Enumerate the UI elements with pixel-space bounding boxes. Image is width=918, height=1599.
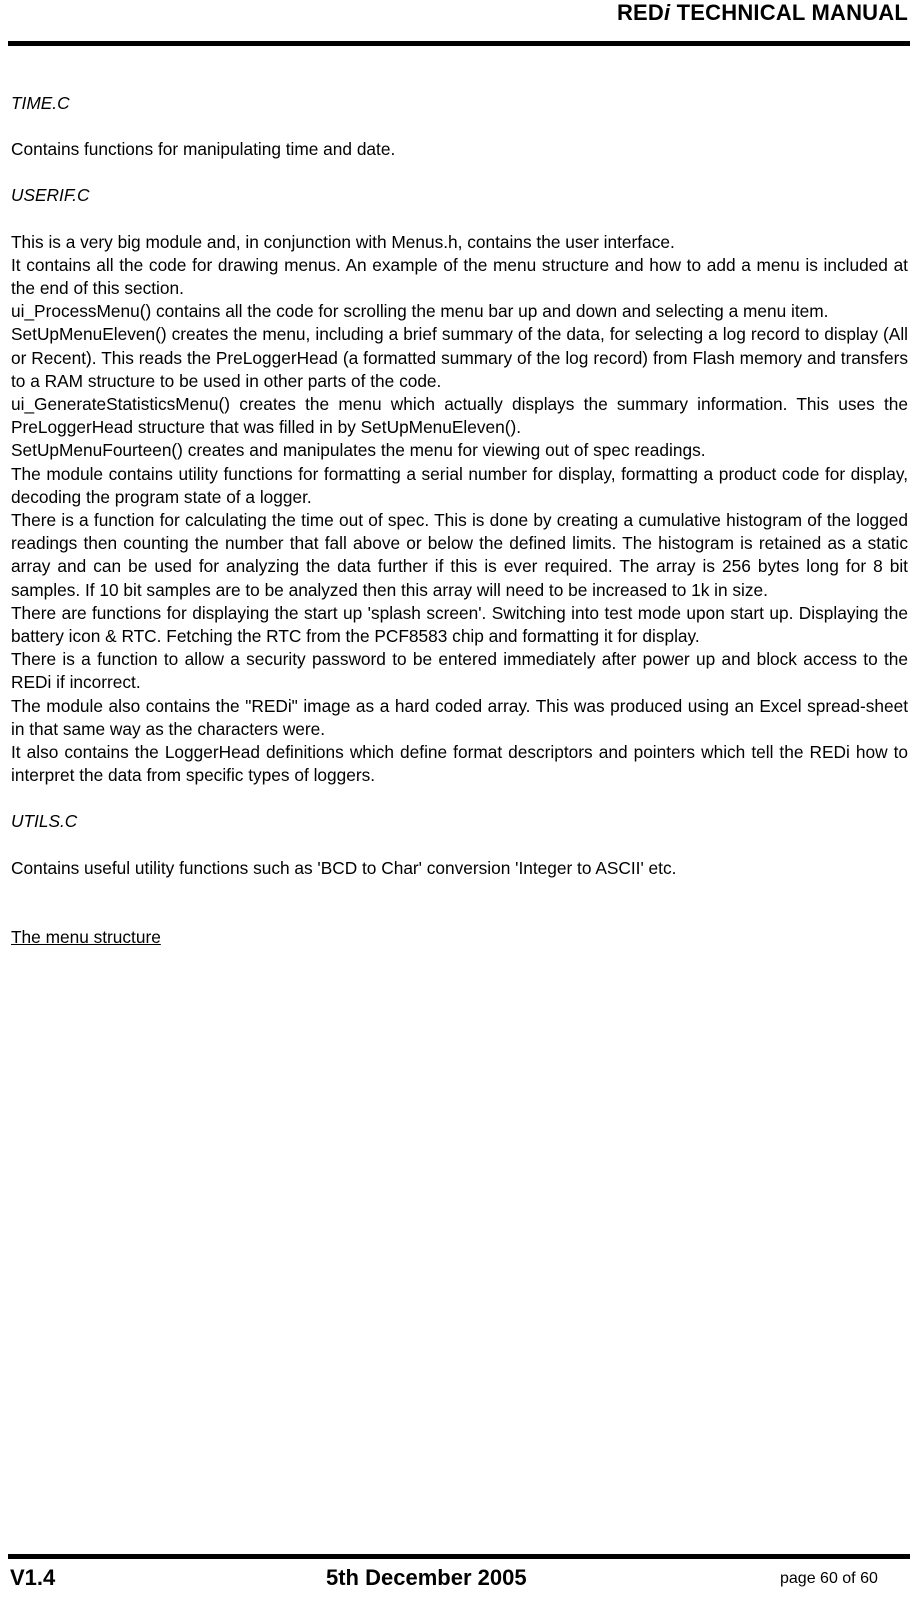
userif-paragraph: The module contains utility functions for formatting a serial number for display, formatting a product code for display, decoding the program state of a logger. <box>11 463 908 507</box>
date-label: 5th December 2005 <box>326 1565 527 1590</box>
userif-paragraph: SetUpMenuFourteen() creates and manipulates the menu for viewing out of spec readings. <box>11 440 706 461</box>
menu-structure-heading: The menu structure <box>11 926 161 947</box>
footer-rule <box>8 1554 910 1559</box>
document-body <box>11 92 908 949</box>
userif-paragraph: There is a function for calculating the time out of spec. This is done by creating a cumulative histogram of the logged readings then counting the number that fall above or below the defined limits. The histogram is retained as a static array and can be used for analyzing the data further if this is ever required. The array is 256 bytes long for 8 bit samples. If 10 bit samples are to be analyzed then this array will need to be increased to 1k in size. <box>11 510 908 600</box>
userif-paragraph: The module also contains the "REDi" image as a hard coded array. This was produced using an Excel spread-sheet in that same way as the characters were. <box>11 695 908 739</box>
manual-title: REDi TECHNICAL MANUAL <box>616 0 908 25</box>
userif-paragraph: There is a function to allow a security password to be entered immediately after power up and block access to the REDi if incorrect. <box>11 649 908 693</box>
userif-paragraph: This is a very big module and, in conjunction with Menus.h, contains the user interface. <box>11 231 675 252</box>
userif-c-heading: USERIF.C <box>11 185 90 206</box>
userif-paragraph: It contains all the code for drawing menus. An example of the menu structure and how to add a menu is included at the end of this section. <box>11 254 908 299</box>
userif-paragraph: ui_GenerateStatisticsMenu() creates the menu which actually displays the summary information. This uses the PreLoggerHead structure that was filled in by SetUpMenuEleven(). <box>11 394 908 438</box>
utils-c-heading: UTILS.C <box>11 811 78 832</box>
time-c-heading: TIME.C <box>11 93 70 113</box>
version-label: V1.4 <box>10 1565 56 1590</box>
userif-paragraph: ui_ProcessMenu() contains all the code for scrolling the menu bar up and down and selecting a menu item. <box>11 301 829 322</box>
utils-c-text: Contains useful utility functions such as 'BCD to Char' conversion 'Integer to ASCII' etc. <box>11 857 677 878</box>
page-footer <box>0 1562 918 1596</box>
page-number: page 60 of 60 <box>780 1570 878 1587</box>
page-header <box>0 0 918 30</box>
time-c-text: Contains functions for manipulating time and date. <box>11 139 396 160</box>
userif-paragraph: It also contains the LoggerHead definitions which define format descriptors and pointers which tell the REDi how to interpret the data from specific types of loggers. <box>11 742 908 786</box>
userif-paragraph: SetUpMenuEleven() creates the menu, including a brief summary of the data, for selecting a log record to display (All or Recent). This reads the PreLoggerHead (a formatted summary of the log record) from Flash memory and transfers to a RAM structure to be used in other parts of the code. <box>11 324 908 391</box>
userif-paragraph: There are functions for displaying the start up 'splash screen'. Switching into test mode upon start up. Displaying the battery icon & RTC. Fetching the RTC from the PCF8583 chip and formatting it for display. <box>11 602 908 647</box>
header-rule <box>8 41 910 46</box>
